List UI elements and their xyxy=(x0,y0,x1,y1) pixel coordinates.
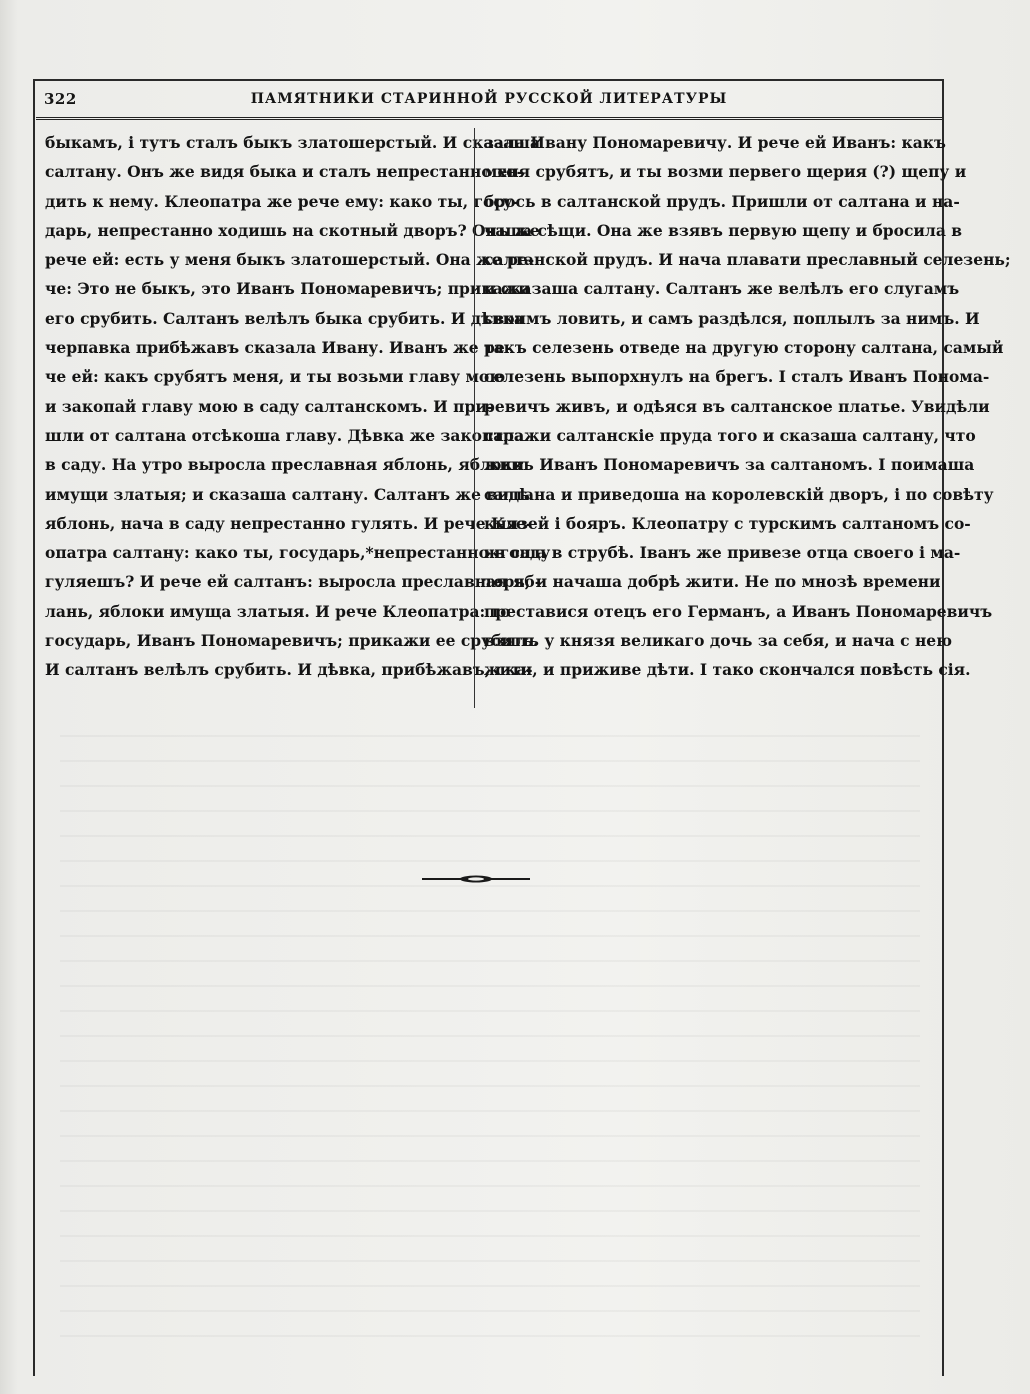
left-column-line: рече ей: есть у меня быкъ златошерстый. Она же ре- xyxy=(45,250,535,270)
right-column-line: живъ Иванъ Пономаревичъ за салтаномъ. І поимаша xyxy=(484,455,975,475)
right-column-line: ревичъ живъ, и одѣяся въ салтанское платье. Увидѣли xyxy=(484,396,990,416)
end-ornament xyxy=(420,872,532,886)
left-column-line: яблонь, нача в саду непрестанно гулять. И рече Кле- xyxy=(45,513,533,533)
right-column-line: жити, и приживе дѣти. І тако скончался повѣсть сія. xyxy=(484,660,971,680)
right-column-line: терь, и начаша добрѣ жити. Не по мнозѣ времени xyxy=(484,572,941,592)
right-column-line: чаша сѣщи. Она же взявъ первую щепу и бросила в xyxy=(484,220,963,240)
left-column-line: че ей: какъ срубятъ меня, и ты возьми главу мою xyxy=(45,367,506,387)
right-column-line: такъ селезень отведе на другую сторону салтана, самый xyxy=(484,338,1004,358)
left-column-line: и закопай главу мою в саду салтанскомъ. И при- xyxy=(45,396,494,416)
left-column-line: гуляешъ? И рече ей салтанъ: выросла преславная яб- xyxy=(45,572,542,592)
left-column-line: имущи златыя; и сказаша салтану. Салтанъ же видѣ xyxy=(45,484,530,504)
left-column-line: в саду. На утро выросла преславная яблонь, яблоки xyxy=(45,455,525,475)
left-column-line: черпавка прибѣжавъ сказала Ивану. Иванъ же ре- xyxy=(45,338,512,358)
right-column-line: взялъ у князя великаго дочь за себя, и нача с нею xyxy=(484,631,953,651)
left-column-line: государь, Иванъ Пономаревичъ; прикажи ее срубить. xyxy=(45,631,539,651)
right-column-line: зала Ивану Пономаревичу. И рече ей Иванъ: какъ xyxy=(484,133,946,152)
text-column-right xyxy=(484,128,1011,685)
left-column-line: дить к нему. Клеопатра же рече ему: како ты, госу- xyxy=(45,191,520,211)
right-column-line: своимъ ловить, и самъ раздѣлся, поплылъ за нимъ. И xyxy=(484,308,980,328)
left-column-line: опатра салтану: како ты, государь,*непрестанно в саду xyxy=(45,543,551,563)
right-column-line: жгоша в струбѣ. Іванъ же привезе отца своего і ма- xyxy=(484,543,961,563)
right-column-line: преставися отецъ его Германъ, а Иванъ Пономаревичъ xyxy=(484,601,993,621)
column-divider xyxy=(474,128,475,708)
page-header xyxy=(36,88,942,114)
page-number: 322 xyxy=(44,90,77,108)
left-column-line: че: Это не быкъ, это Иванъ Пономаревичъ; прикажи xyxy=(45,279,530,299)
left-column-line: салтану. Онъ же видя быка и сталъ непрестанно хо- xyxy=(45,162,524,182)
text-column-left xyxy=(45,128,551,685)
left-column-line: шли от салтана отсѣкоша главу. Дѣвка же закопала xyxy=(45,425,525,445)
right-column-line: салтана и приведоша на королевскій дворъ, і по совѣту xyxy=(484,484,994,504)
right-column-line: селезень выпорхнулъ на брегъ. І сталъ Иванъ Пономa- xyxy=(484,367,990,387)
left-column-line: его срубить. Салтанъ велѣлъ быка срубить. И дѣвка xyxy=(45,308,525,328)
right-column-line: князей і бояръ. Клеопатру с турскимъ салтаномъ со- xyxy=(484,513,971,533)
right-column-line: брось в салтанской прудъ. Пришли от салтана и на- xyxy=(484,191,960,211)
running-title: ПАМЯТНИКИ СТАРИННОЙ РУССКОЙ ЛИТЕРАТУРЫ xyxy=(250,91,728,107)
right-column-line: и сказаша салтану. Салтанъ же велѣлъ его слугамъ xyxy=(484,279,960,299)
left-column-line: лань, яблоки имуща златыя. И рече Клеопатра: то xyxy=(45,601,511,621)
right-column-line: меня срубятъ, и ты возми первего щерия (?) щепу и xyxy=(484,162,967,182)
left-column-line: быкамъ, і тутъ сталъ быкъ златошерстый. И сказаша xyxy=(45,133,541,152)
left-column-line: дарь, непрестанно ходишь на скотный дворъ? Онъ же xyxy=(45,220,540,240)
left-column-line: И салтанъ велѣлъ срубить. И дѣвка, прибѣжавъ, ска- xyxy=(45,660,533,680)
right-column-line: стражи салтанскіе пруда того и сказаша салтану, что xyxy=(484,425,976,445)
right-column-line: салтанской прудъ. И нача плавати преславный селезень; xyxy=(484,250,1011,270)
header-rule xyxy=(36,117,942,120)
